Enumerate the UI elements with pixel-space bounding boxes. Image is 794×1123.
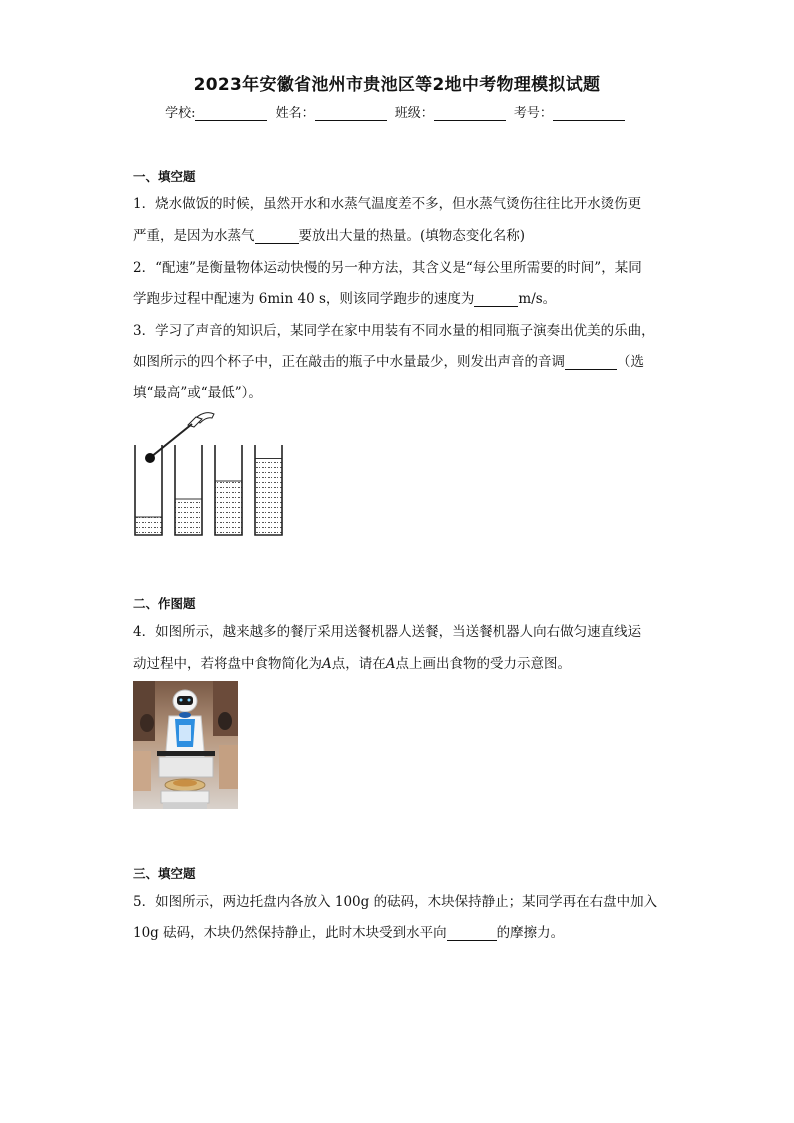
q3-text-b: （选	[617, 354, 644, 370]
q2-line-1: 2．“配速”是衡量物体运动快慢的另一种方法，其含义是“每公里所需要的时间”，某同	[133, 260, 642, 276]
q3-answer-blank[interactable]	[565, 355, 617, 370]
q2-line-2	[133, 287, 556, 307]
q5-answer-blank[interactable]	[447, 926, 497, 941]
q4-text-a: 动过程中，若将盘中食物简化为	[133, 656, 322, 672]
cup-water-1	[135, 517, 162, 535]
q5-line-1: 5．如图所示，两边托盘内各放入 100g 的砝码，木块保持静止；某同学再在右盘中加入	[133, 894, 658, 910]
cups-figure	[130, 405, 300, 540]
q4-line-2	[133, 652, 571, 672]
school-label: 学校:	[165, 106, 196, 121]
q1-line-2	[133, 224, 525, 244]
section-heading-3: 三、填空题	[133, 866, 196, 881]
cups-group	[135, 445, 282, 535]
exam-number-label: 考号：	[513, 106, 553, 121]
exam-number-blank[interactable]	[553, 106, 625, 121]
q5-line-2	[133, 921, 564, 941]
q1-text-a: 严重，是因为水蒸气	[133, 228, 255, 244]
name-blank[interactable]	[315, 106, 387, 121]
q3-text-a: 如图所示的四个杯子中，正在敲击的瓶子中水量最少，则发出声音的音调	[133, 354, 565, 370]
name-label: 姓名：	[275, 106, 315, 121]
cup-water-3	[215, 481, 242, 535]
q4-text-c: 点上画出食物的受力示意图。	[395, 656, 571, 672]
student-info-row	[0, 102, 794, 121]
q4-text-b: 点，请在	[331, 656, 386, 672]
q4-line-1: 4．如图所示，越来越多的餐厅采用送餐机器人送餐，当送餐机器人向右做匀速直线运	[133, 624, 642, 640]
q2-text-a: 学跑步过程中配速为 6min 40 s，则该同学跑步的速度为	[133, 291, 475, 307]
q2-answer-blank[interactable]	[474, 292, 518, 307]
q4-point-a-2: A	[385, 656, 396, 672]
class-label: 班级：	[394, 106, 434, 121]
q5-text-b: 的摩擦力。	[496, 925, 565, 941]
q3-line-2	[133, 350, 644, 370]
class-blank[interactable]	[434, 106, 506, 121]
cup-water-2	[175, 499, 202, 535]
page-title: 2023年安徽省池州市贵池区等2地中考物理模拟试题	[193, 75, 601, 95]
cup-water-4	[255, 459, 282, 536]
q1-line-1: 1．烧水做饭的时候，虽然开水和水蒸气温度差不多，但水蒸气烫伤往往比开水烫伤更	[133, 196, 642, 212]
section-heading-2: 二、作图题	[133, 596, 196, 611]
section-heading-1: 一、填空题	[133, 169, 196, 184]
q3-line-3: 填“最高”或“最低”）。	[133, 385, 262, 401]
q3-line-1: 3．学习了声音的知识后，某同学在家中用装有不同水量的相同瓶子演奏出优美的乐曲，	[133, 323, 655, 339]
delivery-robot-photo	[133, 681, 238, 809]
q5-text-a: 10g 砝码，木块仍然保持静止，此时木块受到水平向	[133, 925, 447, 941]
q1-answer-blank[interactable]	[255, 229, 299, 244]
mallet-stick	[151, 424, 192, 457]
q4-point-a: A	[322, 656, 332, 672]
mallet-head	[145, 453, 155, 463]
q1-text-b: 要放出大量的热量。(填物态变化名称)	[298, 228, 526, 244]
q2-text-b: m/s。	[518, 291, 557, 307]
school-blank[interactable]	[195, 106, 267, 121]
